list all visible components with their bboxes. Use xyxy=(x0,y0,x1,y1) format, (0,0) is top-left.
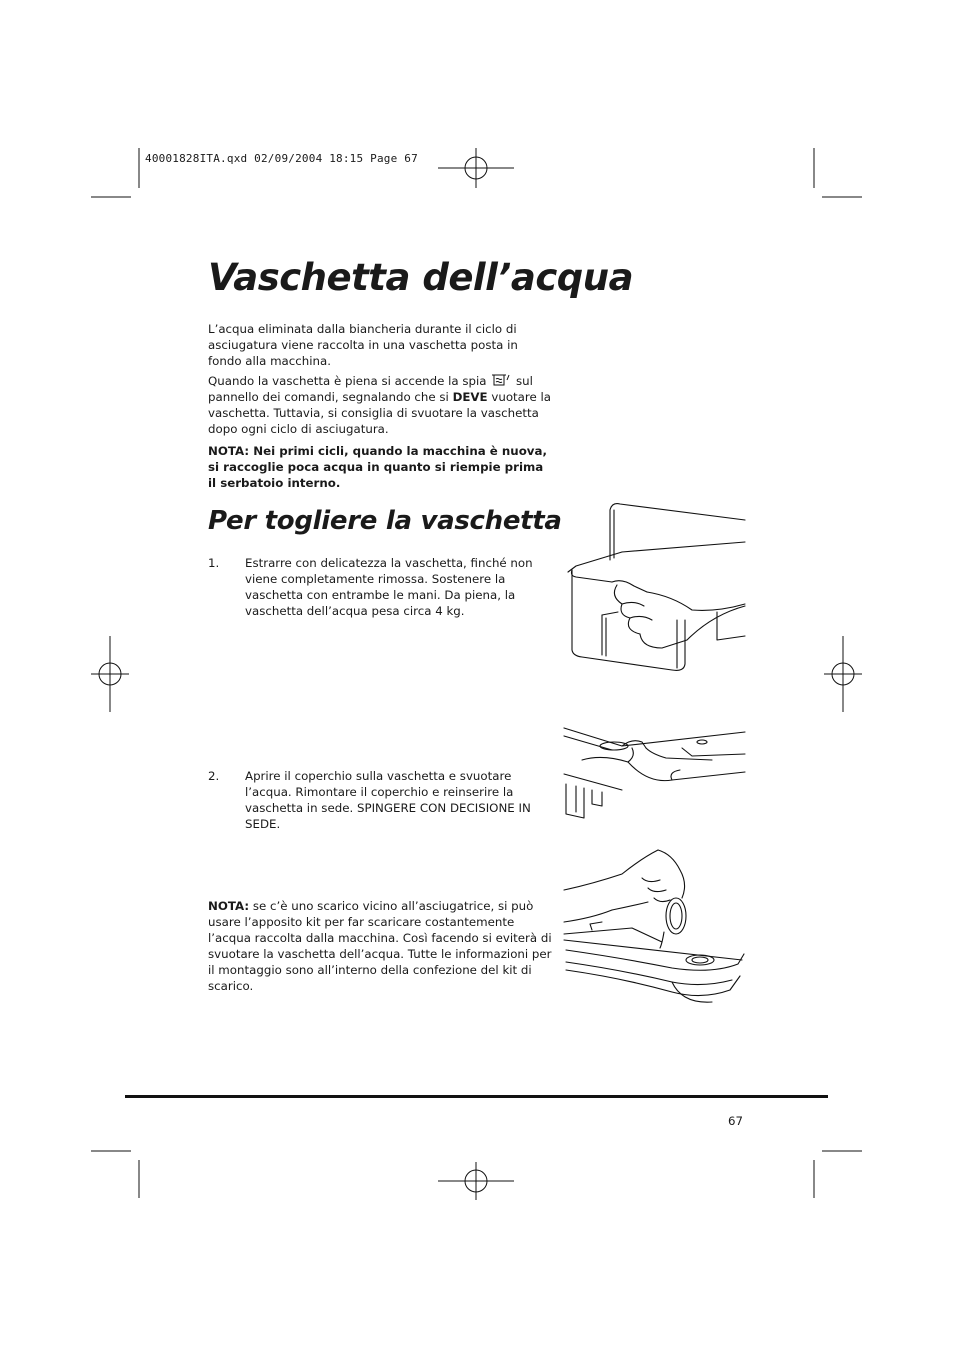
page-title: Vaschetta dell’acqua xyxy=(208,256,634,299)
step-1-text: Estrarre con delicatezza la vaschetta, finché non viene completamente rimossa. Sostenere la vaschetta con entrambe le mani. Da piena, la vaschetta dell’acqua pesa circa 4 kg. xyxy=(245,556,533,618)
step-1-number: 1. xyxy=(208,556,220,570)
file-slug: 40001828ITA.qxd 02/09/2004 18:15 Page 67 xyxy=(145,152,418,165)
footer-rule xyxy=(125,1095,828,1098)
open-lid-illustration xyxy=(562,724,747,819)
intro-note: NOTA: Nei primi cicli, quando la macchina è nuova, si raccoglie poca acqua in quanto si riempie prima il serbatoio interno. xyxy=(208,444,547,490)
water-tank-icon xyxy=(490,373,512,387)
indicator-text-after: vuotare la vaschetta. Tuttavia, si consiglia di svuotare la vaschetta dopo ogni ciclo di asciugatura. xyxy=(208,390,552,436)
drain-kit-note-label: NOTA: xyxy=(208,899,250,913)
indicator-paragraph xyxy=(208,373,553,437)
step-2-text: Aprire il coperchio sulla vaschetta e svuotare l’acqua. Rimontare il coperchio e reinserire la vaschetta in sede. SPINGERE CON DECISIONE IN SEDE. xyxy=(245,769,531,831)
remove-container-illustration xyxy=(562,500,747,675)
empty-water-illustration xyxy=(562,844,747,1014)
deve-emphasis: DEVE xyxy=(452,390,488,404)
section-heading: Per togliere la vaschetta xyxy=(208,506,562,536)
indicator-text-mid: sul pannello dei comandi, segnalando che si xyxy=(208,374,533,404)
drain-kit-note xyxy=(208,898,553,994)
indicator-text-before: Quando la vaschetta è piena si accende la spia xyxy=(208,374,487,388)
step-2-number: 2. xyxy=(208,769,220,783)
drain-kit-note-text: se c’è uno scarico vicino all’asciugatrice, si può usare l’apposito kit per far scaricare costantemente l’acqua raccolta dalla macchina. Così facendo si eviterà di svuotare la vaschetta dell’acqua. Tutte le informazioni per il montaggio sono all’interno della confezione del kit di scarico. xyxy=(208,899,552,993)
page-number: 67 xyxy=(728,1114,744,1128)
intro-paragraph: L’acqua eliminata dalla biancheria durante il ciclo di asciugatura viene raccolta in una vaschetta posta in fondo alla macchina. xyxy=(208,322,518,368)
